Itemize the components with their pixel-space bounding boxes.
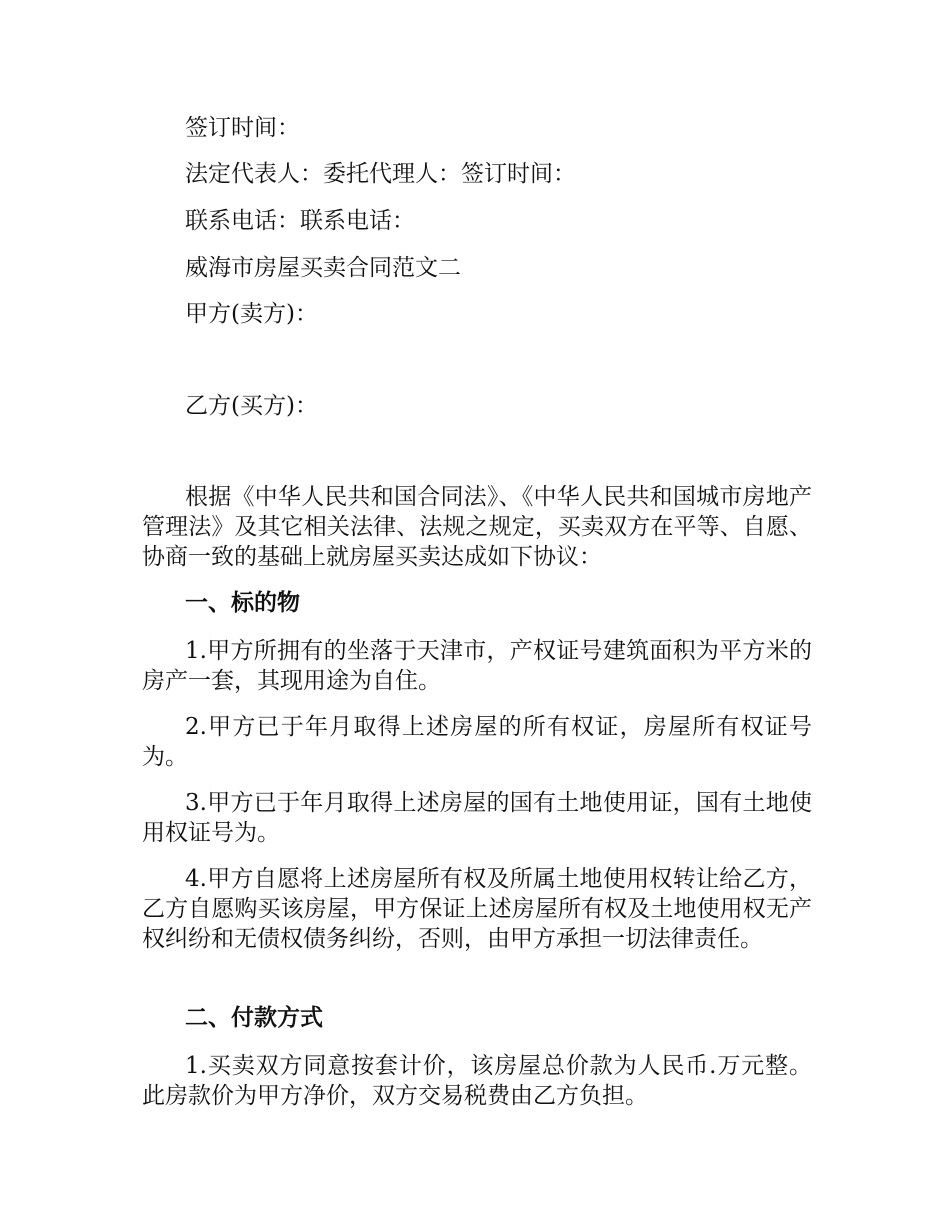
section-1-item-1: 1.甲方所拥有的坐落于天津市，产权证号建筑面积为平方米的房产一套，其现用途为自住。 <box>142 638 812 694</box>
sign-time-line: 签订时间： <box>185 115 300 141</box>
section-2-item-1: 1.买卖双方同意按套计价，该房屋总价款为人民币.万元整。此房款价为甲方净价，双方交易税费由乙方负担。 <box>142 1053 812 1109</box>
party-a-line: 甲方(卖方)： <box>185 301 318 327</box>
phones-line: 联系电话：联系电话： <box>185 208 415 234</box>
section-2-heading: 二、付款方式 <box>185 1005 323 1031</box>
section-1-heading: 一、标的物 <box>185 590 300 616</box>
party-b-line: 乙方(买方)： <box>185 393 318 419</box>
section-1-item-4: 4.甲方自愿将上述房屋所有权及所属土地使用权转让给乙方，乙方自愿购买该房屋，甲方保证上述房屋所有权及土地使用权无产权纠纷和无债权债务纠纷，否则，由甲方承担一切法律责任。 <box>142 866 812 952</box>
section-1-item-2: 2.甲方已于年月取得上述房屋的所有权证，房屋所有权证号为。 <box>142 714 812 770</box>
representatives-line: 法定代表人：委托代理人：签订时间： <box>185 161 576 187</box>
preamble-paragraph: 根据《中华人民共和国合同法》、《中华人民共和国城市房地产管理法》及其它相关法律、法规之规定，买卖双方在平等、自愿、协商一致的基础上就房屋买卖达成如下协议： <box>142 484 812 570</box>
section-1-item-3: 3.甲方已于年月取得上述房屋的国有土地使用证，国有土地使用权证号为。 <box>142 790 812 846</box>
document-title: 威海市房屋买卖合同范文二 <box>185 255 461 281</box>
